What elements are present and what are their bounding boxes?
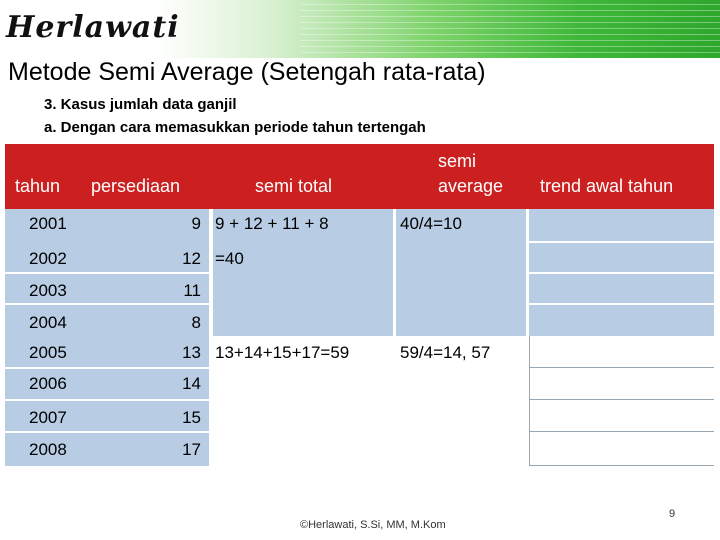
cell-persediaan-2003: 11: [183, 281, 201, 300]
cell-persediaan-2005: 13: [182, 343, 201, 362]
cell-persediaan-2007: 15: [182, 408, 201, 427]
header-semi-average-line2: average: [438, 176, 504, 196]
group1-semi-average: 40/4=10: [400, 214, 462, 233]
row-separator: [5, 367, 209, 369]
page-number: 9: [669, 508, 676, 520]
trend-row-line: [529, 465, 714, 466]
cell-tahun-2002: 2002: [29, 249, 67, 268]
row-separator: [5, 431, 209, 433]
cell-tahun-2007: 2007: [29, 408, 67, 427]
row-separator: [5, 399, 209, 401]
row-separator: [5, 303, 209, 305]
group1-semi-total-formula: 9 + 12 + 11 + 8: [215, 214, 329, 233]
cell-tahun-2003: 2003: [29, 281, 67, 300]
trend-row-line: [529, 399, 714, 400]
header-persediaan: persediaan: [91, 176, 181, 196]
trend-row-line: [529, 367, 714, 368]
header-tahun: tahun: [15, 176, 61, 196]
cell-tahun-2006: 2006: [29, 374, 67, 393]
row-separator: [5, 272, 209, 274]
cell-persediaan-2008: 17: [182, 440, 201, 459]
group2-semi-total-formula: 13+14+15+17=59: [215, 343, 350, 362]
brand-logo: Herlawati: [6, 10, 180, 45]
group1-semi-total-result: =40: [215, 249, 244, 268]
subtitle-line-1: 3. Kasus jumlah data ganjil: [44, 96, 237, 113]
header-semi-total: semi total: [255, 176, 333, 196]
trend-column-left-border: [529, 336, 530, 466]
cell-persediaan-2001: 9: [191, 214, 201, 233]
cell-persediaan-2006: 14: [182, 374, 201, 393]
footer-copyright: ©Herlawati, S.Si, MM, M.Kom: [300, 519, 446, 531]
header-semi-average-line1: semi: [438, 151, 477, 171]
trend-row-separator: [529, 272, 714, 274]
header-trend-awal-tahun: trend awal tahun: [540, 176, 674, 196]
semi-average-table: [5, 144, 714, 466]
subtitle-line-2: a. Dengan cara memasukkan periode tahun tertengah: [44, 119, 426, 136]
trend-row-line: [529, 431, 714, 432]
trend-row-separator: [529, 241, 714, 243]
cell-tahun-2008: 2008: [29, 440, 67, 459]
slide-title: Metode Semi Average (Setengah rata-rata): [8, 58, 486, 86]
group2-semi-average: 59/4=14, 57: [400, 343, 491, 362]
banner-stripes: [300, 0, 720, 58]
cell-tahun-2004: 2004: [29, 313, 67, 332]
trend-row-separator: [529, 303, 714, 305]
cell-persediaan-2002: 12: [182, 249, 201, 268]
cell-tahun-2005: 2005: [29, 343, 67, 362]
cell-tahun-2001: 2001: [29, 214, 67, 233]
cell-persediaan-2004: 8: [191, 313, 201, 332]
